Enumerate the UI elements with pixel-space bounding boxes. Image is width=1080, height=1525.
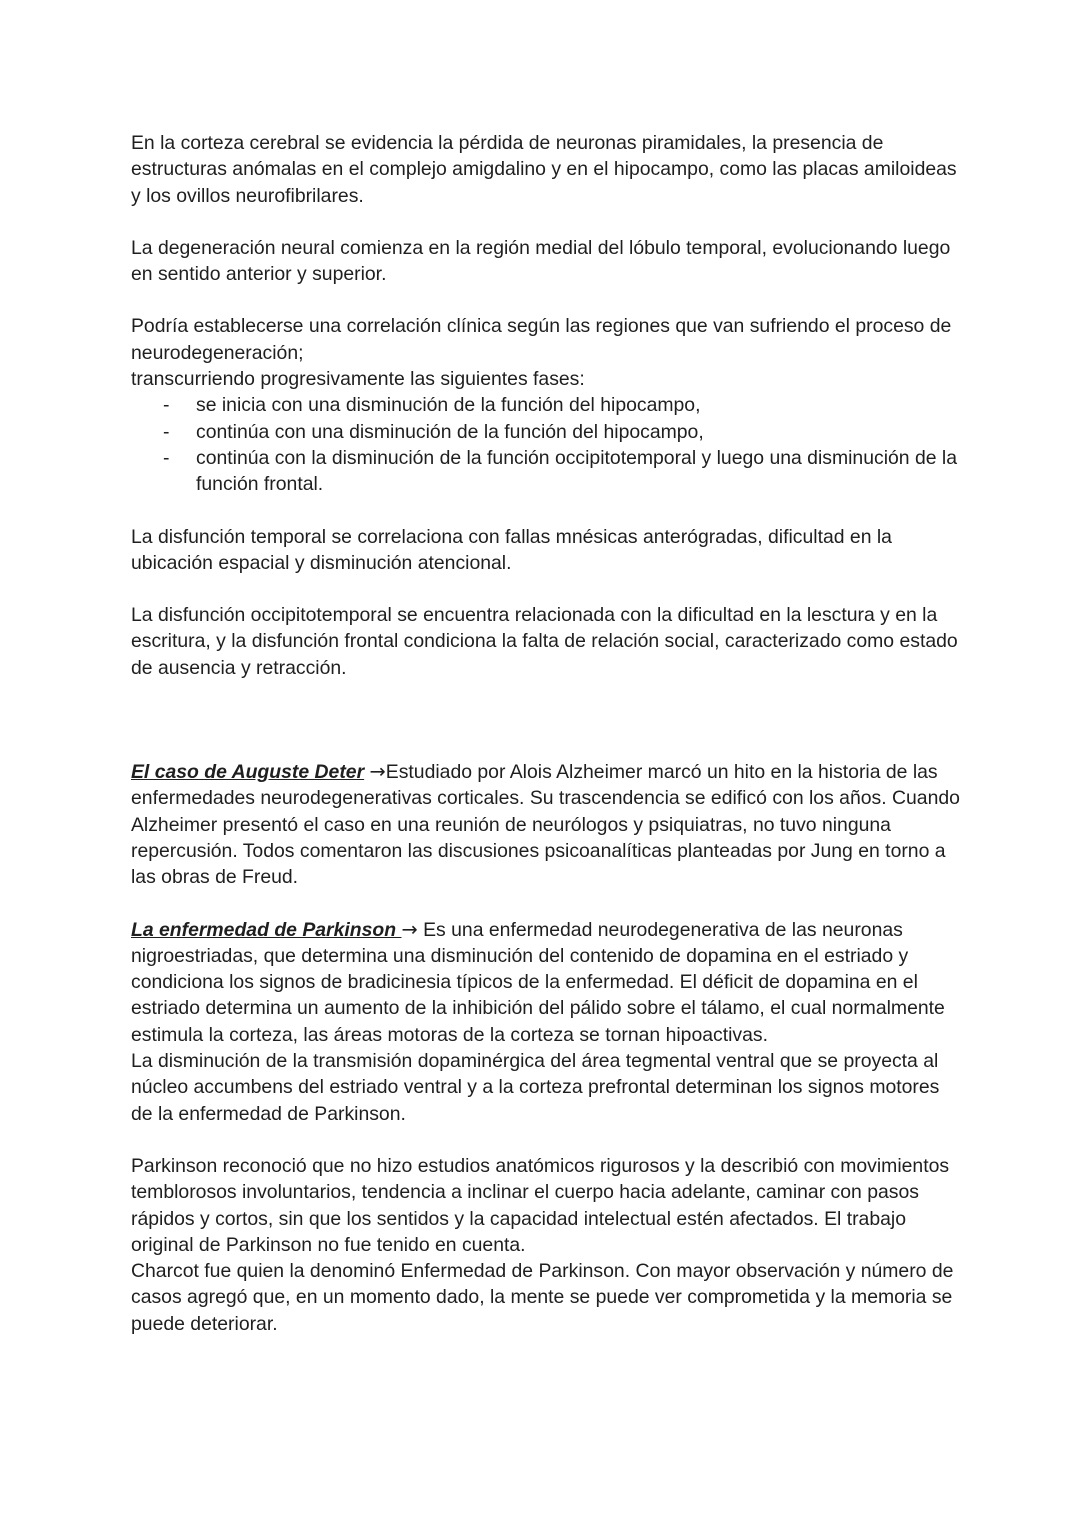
list-item xyxy=(131,445,961,498)
deter-text: Estudiado por Alois Alzheimer marcó un hito en la historia de las enfermedades neurodegenerativas corticales. Su trascendencia se edificó con los años. Cuando Alzheimer presentó el caso en una reunión de neurólogos y psiquiatras, no tuvo ninguna repercusión. Todos comentaron las discusiones psicoanalíticas planteadas por Jung en torno a las obras de Freud. xyxy=(131,761,960,889)
parkinson-text-1: Es una enfermedad neurodegenerativa de las neuronas nigroestriadas, que determina una disminución del contenido de dopamina en el estriado y condiciona los signos de bradicinesia típicos de la enfermedad. El déficit de dopamina en el estriado determina un aumento de la inhibición del pálido sobre el tálamo, el cual normalmente estimula la corteza, las áreas motoras de la corteza se tornan hipoactivas. xyxy=(131,918,945,1046)
section-parkinson xyxy=(131,917,961,1048)
parkinson-paragraph-3: Parkinson reconoció que no hizo estudios anatómicos rigurosos y la describió con movimientos temblorosos involuntarios, tendencia a inclinar el cuerpo hacia adelante, caminar con pasos rápidos y cortos, sin que los sentidos y la capacidad intelectual estén afectados. El trabajo original de Parkinson no fue tenido en cuenta. xyxy=(131,1154,950,1256)
paragraph-temporal-dysfunction: La disfunción temporal se correlaciona con fallas mnésicas anterógradas, dificultad en la ubicación espacial y disminución atencional. xyxy=(131,525,892,574)
parkinson-paragraph-4: Charcot fue quien la denominó Enfermedad de Parkinson. Con mayor observación y número de casos agregó que, en un momento dado, la mente se puede ver comprometida y la memoria se puede deteriorar. xyxy=(131,1260,954,1335)
list-item xyxy=(131,392,961,418)
deter-heading: El caso de Auguste Deter xyxy=(131,761,365,784)
correlation-line-2: transcurriendo progresivamente las siguientes fases: xyxy=(131,368,585,391)
phase-text: continúa con una disminución de la función del hipocampo, xyxy=(196,420,704,443)
arrow-right-icon: → xyxy=(369,760,386,784)
dash-bullet: - xyxy=(163,394,170,417)
arrow-right-icon: → xyxy=(401,917,418,941)
dash-bullet: - xyxy=(163,446,170,469)
correlation-line-1: Podría establecerse una correlación clínica según las regiones que van sufriendo el proceso de neurodegeneración; xyxy=(131,315,952,364)
paragraph-correlation xyxy=(131,313,961,392)
paragraph-occipitotemporal-dysfunction: La disfunción occipitotemporal se encuentra relacionada con la dificultad en la lesctura y en la escritura, y la disfunción frontal condiciona la falta de relación social, caracterizado como estado de ausencia y retracción. xyxy=(131,604,958,679)
phase-text: continúa con la disminución de la función occipitotemporal y luego una disminución de la función frontal. xyxy=(196,446,958,496)
paragraph-degeneration: La degeneración neural comienza en la región medial del lóbulo temporal, evolucionando luego en sentido anterior y superior. xyxy=(131,236,951,286)
section-auguste-deter xyxy=(131,759,961,890)
dash-bullet: - xyxy=(163,420,170,443)
document-page xyxy=(131,130,961,1363)
phase-text: se inicia con una disminución de la función del hipocampo, xyxy=(196,394,701,417)
phases-list xyxy=(131,392,961,497)
parkinson-paragraph-2: La disminución de la transmisión dopaminérgica del área tegmental ventral que se proyecta al núcleo accumbens del estriado ventral y a la corteza prefrontal determinan los signos motores de la enfermedad de Parkinson. xyxy=(131,1050,940,1125)
parkinson-heading: La enfermedad de Parkinson xyxy=(131,918,402,941)
paragraph-cortex: En la corteza cerebral se evidencia la pérdida de neuronas piramidales, la presencia de estructuras anómalas en el complejo amigdalino y en el hipocampo, como las placas amiloideas y los ovillos neurofibrilares. xyxy=(131,132,957,207)
list-item xyxy=(131,419,961,445)
